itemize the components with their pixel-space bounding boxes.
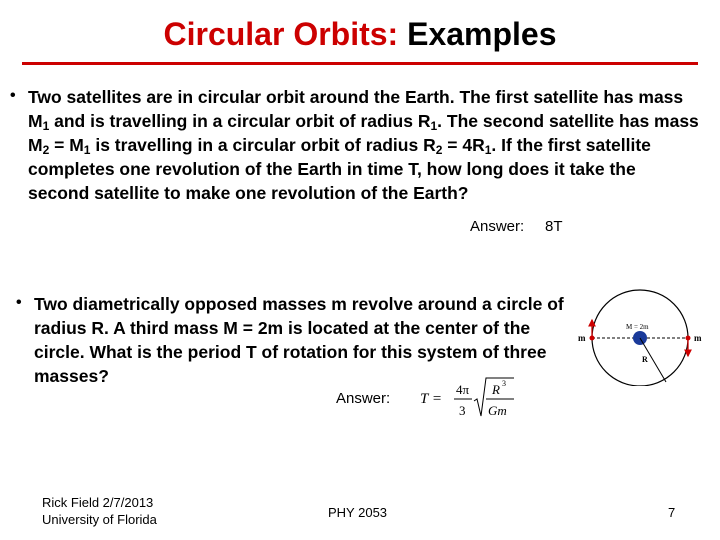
radius-label: R [642,355,648,364]
formula-numerator: 4π [456,382,470,397]
formula-lhs: T = [420,391,442,407]
formula-radicand-den: Gm [488,403,507,418]
right-mass-label: m [694,333,702,343]
center-mass-label: M = 2m [626,323,649,331]
footer-author-line2: University of Florida [42,512,157,527]
left-mass-label: m [578,333,586,343]
problem2-answer-label: Answer: [336,390,391,407]
footer-author-line1: Rick Field 2/7/2013 [42,495,154,510]
problem1-answer-label: Answer: [470,218,525,235]
title-red-part: Circular Orbits: [163,16,399,52]
formula-radicand-num: R [492,382,500,397]
title-black-part: Examples [407,16,557,52]
page-number: 7 [668,505,676,520]
bullet-icon: • [10,87,16,104]
period-formula [418,372,518,422]
title-divider [22,62,698,65]
problem1-answer-value: 8T [545,218,563,235]
slide-title [0,14,720,54]
problem2-text: Two diametrically opposed masses m revolve around a circle of radius R. A third mass M = 2m is located at the center of the circle. What is the period T of rotation for this system of three masses? [34,294,564,386]
footer-author [42,494,157,528]
formula-denominator: 3 [459,403,466,418]
bullet-icon: • [16,294,22,311]
problem1-text: Two satellites are in circular orbit around the Earth. The first satellite has mass $M_1$ and is travelling in a circular orbit of radius $R_1$. The second satellite has mass $M_2 = M_1$ is travelling in a circular orbit of radius $R_2 = 4R_1$. If the first satellite completes one revolution of the Earth in time T, how long does it take the second satellite to make one revolution of the Earth? [28,87,699,203]
orbit-diagram [574,286,710,386]
formula-exponent: 3 [502,379,506,388]
footer-course: PHY 2053 [328,505,388,520]
